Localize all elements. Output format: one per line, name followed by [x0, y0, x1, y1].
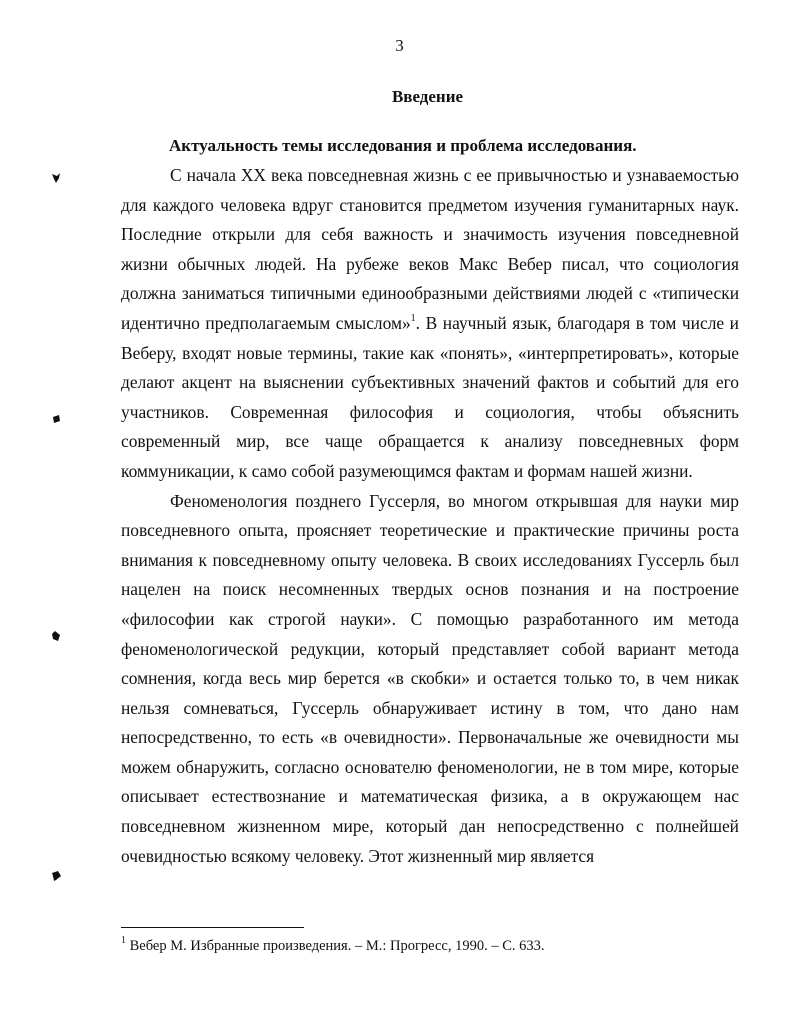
page-number: 3 [395, 36, 404, 55]
section-title: Введение [391, 87, 464, 106]
paragraph-1-text-before: С начала XX века повседневная жизнь с ее привычностью и узнаваемостью для каждого человека вдруг становится предметом изучения гуманитарных наук. Последние открыли для себя важность и значимость изучения повседневной жизни обычных людей. На рубеже веков Макс Вебер писал, что социология должна заниматься типичными единообразными действиями людей с «типически идентично предполагаемым смыслом» [121, 165, 739, 333]
footnote [121, 935, 545, 955]
footnote-text: Вебер М. Избранные произведения. – М.: Прогресс, 1990. – С. 633. [126, 938, 545, 954]
paragraph-1 [121, 161, 739, 487]
footnote-reference[interactable]: 1 [410, 313, 416, 325]
footnote-marker: 1 [121, 935, 126, 947]
paragraph-1-text-after: . В научный язык, благодаря в том числе и Веберу, входят новые термины, такие как «понять», «интерпретировать», которые делают акцент на выяснении субъективных значений фактов и событий для его участников. Современная философия и социология, чтобы объяснить современный мир, все чаще обращается к анализу повседневных форм коммуникации, к само собой разумеющимся фактам и формам нашей жизни. [121, 312, 739, 481]
section-subtitle: Актуальность темы исследования и проблема исследования. [169, 136, 637, 155]
footnote-divider [121, 927, 304, 928]
margin-mark-icon [50, 870, 62, 882]
margin-mark-icon [50, 172, 62, 184]
margin-mark-icon [50, 413, 62, 425]
paragraph-2: Феноменология позднего Гуссерля, во многом открывшая для науки мир повседневного опыта, проясняет теоретические и практические причины роста внимания к повседневному опыту человека. В своих исследованиях Гуссерль был нацелен на поиск несомненных твердых основ познания и на построение «философии как строгой науки». С помощью разработанного им метода феноменологической редукции, который представляет собой вариант метода сомнения, когда весь мир берется «в скобки» и остается только то, в чем никак нельзя сомневаться, Гуссерль обнаруживает истину в том, что дано нам непосредственно, то есть «в очевидности». Первоначальные же очевидности мы можем обнаружить, согласно основателю феноменологии, не в том мире, которые описывает естествознание и математическая физика, а в окружающем нас повседневном жизненном мире, который дан непосредственно с полнейшей очевидностью всякому человеку. Этот жизненный мир является [121, 490, 739, 866]
margin-mark-icon [50, 630, 62, 642]
body-text [121, 161, 739, 871]
